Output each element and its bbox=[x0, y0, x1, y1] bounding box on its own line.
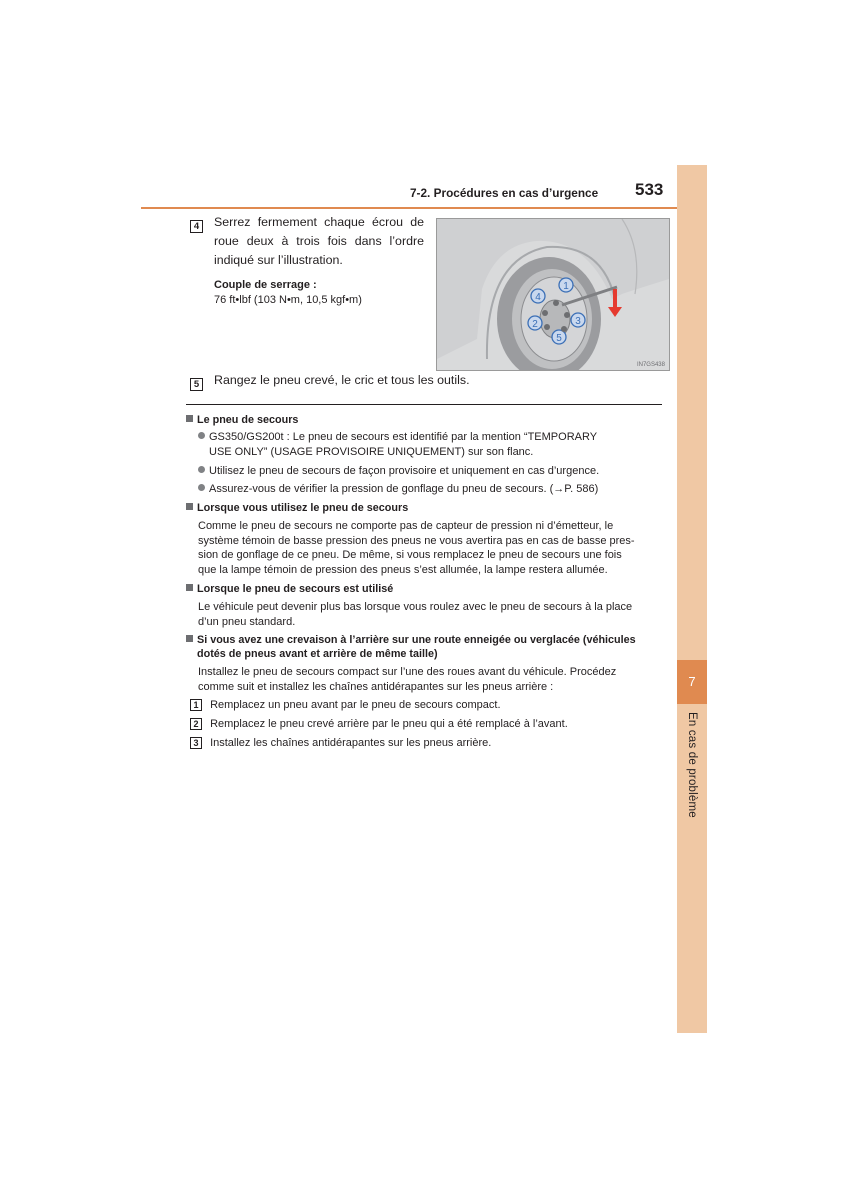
page-number: 533 bbox=[635, 180, 664, 199]
square-bullet-icon bbox=[186, 584, 193, 591]
square-bullet-icon bbox=[186, 635, 193, 642]
step-4-line-3: indiqué sur l’illustration. bbox=[214, 253, 343, 267]
nut-label-3: 3 bbox=[575, 316, 581, 327]
step-4-text bbox=[214, 213, 424, 270]
step-4-line-1: Serrez fermement chaque écrou de bbox=[214, 215, 424, 229]
spare-bullet-2: Utilisez le pneu de secours de façon provisoire et uniquement en cas d’urgence. bbox=[198, 464, 662, 479]
step-4-number: 4 bbox=[190, 216, 203, 234]
spare-used-paragraph: Le véhicule peut devenir plus bas lorsque vous roulez avec le pneu de secours à la place d’un pneu standard. bbox=[198, 601, 633, 628]
nut-label-4: 4 bbox=[535, 292, 541, 303]
wheel-nut-illustration bbox=[436, 218, 670, 371]
using-spare-heading: Lorsque vous utilisez le pneu de secours bbox=[186, 501, 408, 515]
section-title: 7-2. Procédures en cas d’urgence bbox=[410, 186, 599, 200]
using-spare-paragraph: Comme le pneu de secours ne comporte pas de capteur de pression ni d’émetteur, le système témoin de basse pression des pneus ne vous avertira pas en cas de basse pres- sion de gonflage de ce pneu. De même, si vous remplacez le pneu de secours une fois que la lampe témoin de pression des pneus s’est allumée, la lampe restera allumée. bbox=[198, 520, 635, 576]
spare-bullet-3: Assurez-vous de vérifier la pression de gonflage du pneu de secours. (→P. 586) bbox=[198, 482, 662, 497]
snow-step-1: 1 Remplacez un pneu avant par le pneu de secours compact. bbox=[190, 698, 662, 713]
snow-heading: Si vous avez une crevaison à l’arrière sur une route enneigée ou verglacée (véhicules dotés de pneus avant et arrière de même taille) bbox=[186, 633, 662, 661]
section-divider bbox=[186, 404, 662, 405]
nut-label-5: 5 bbox=[556, 333, 562, 344]
snow-step-3: 3 Installez les chaînes antidérapantes sur les pneus arrière. bbox=[190, 736, 662, 751]
step-4-line-2: roue deux à trois fois dans l’ordre bbox=[214, 234, 424, 248]
nut-label-2: 2 bbox=[532, 319, 538, 330]
torque-value: 76 ft•lbf (103 N•m, 10,5 kgf•m) bbox=[214, 294, 362, 306]
round-bullet-icon bbox=[198, 432, 205, 439]
nut-label-1: 1 bbox=[563, 281, 569, 292]
wheel-illustration-svg bbox=[437, 219, 669, 370]
step-5-text: Rangez le pneu crevé, le cric et tous les outils. bbox=[214, 373, 470, 387]
chapter-label-box bbox=[679, 712, 705, 842]
spare-used-heading: Lorsque le pneu de secours est utilisé bbox=[186, 582, 393, 596]
round-bullet-icon bbox=[198, 484, 205, 491]
snow-paragraph: Installez le pneu de secours compact sur l’une des roues avant du véhicule. Procédez comme suit et installez les chaînes antidérapantes sur les pneus arrière : bbox=[198, 666, 617, 693]
step-5-number: 5 bbox=[190, 374, 203, 392]
header-rule bbox=[141, 207, 677, 209]
snow-step-2: 2 Remplacez le pneu crevé arrière par le pneu qui a été remplacé à l’avant. bbox=[190, 717, 662, 732]
round-bullet-icon bbox=[198, 466, 205, 473]
chapter-number: 7 bbox=[677, 660, 707, 704]
torque-label: Couple de serrage : bbox=[214, 279, 317, 291]
spare-bullet-1: GS350/GS200t : Le pneu de secours est identifié par la mention “TEMPORARY USE ONLY” (USAGE PROVISOIRE UNIQUEMENT) sur son flanc. bbox=[198, 430, 662, 459]
chapter-label: En cas de problème bbox=[686, 712, 698, 818]
illustration-code: IN7GS438 bbox=[636, 362, 665, 368]
spare-tire-heading: Le pneu de secours bbox=[186, 413, 298, 427]
chapter-side-tab bbox=[677, 165, 707, 1033]
square-bullet-icon bbox=[186, 503, 193, 510]
square-bullet-icon bbox=[186, 415, 193, 422]
